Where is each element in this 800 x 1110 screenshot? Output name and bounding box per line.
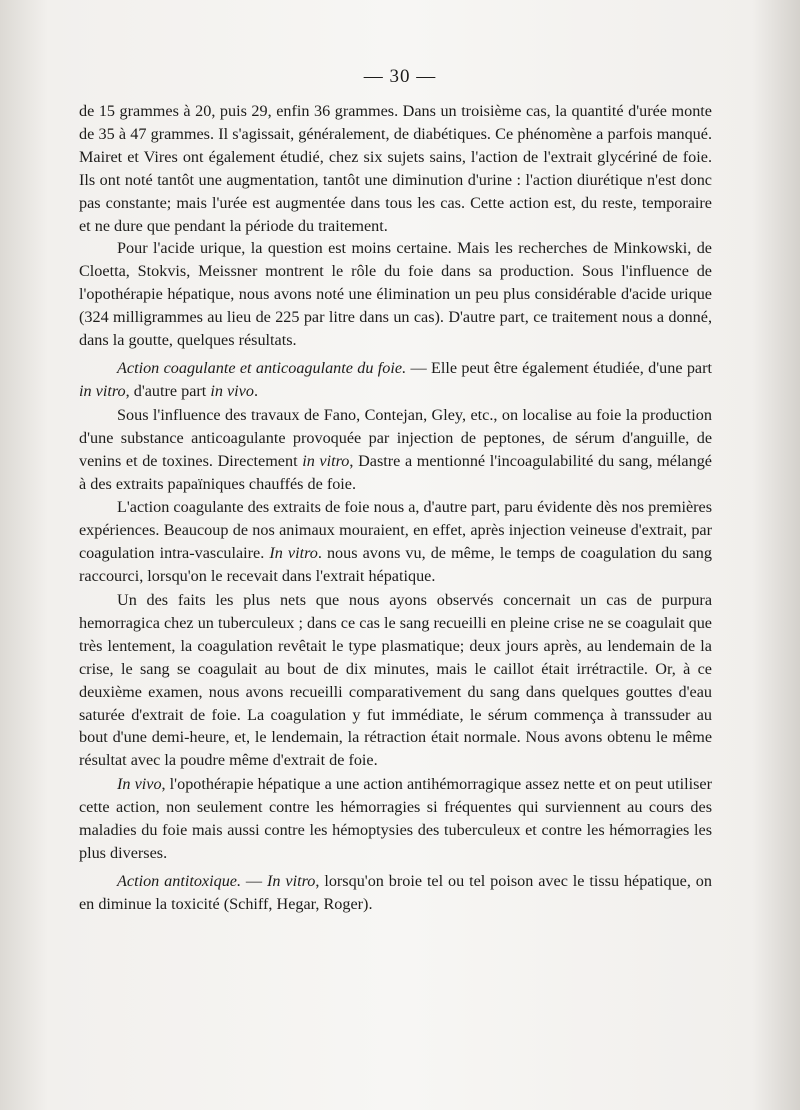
text-run: de 15 grammes à 20, puis 29, enfin 36 grammes. Dans un troisième cas, la quantité d'urée monte de 35 à 47 grammes. Il s'agissait, généralement, de diabétiques. Ce phénomène a parfois manqué. Mairet et Vires ont également étudié, chez six sujets sains, l'action de l'extrait glycériné de foie. Ils ont noté tantôt une augmentation, tantôt une diminution d'urine : l'action diurétique n'est donc pas constante; mais l'urée est augmentée dans tous les cas. Cette action est, du reste, temporaire et ne dure que pendant la période du traitement. [79,102,712,235]
body-text [79,100,712,916]
paragraph [79,773,712,865]
paragraph [79,589,712,772]
paragraph [79,496,712,588]
page-number: — 30 — [363,66,437,87]
italic-text: In vivo [117,775,162,794]
text-run: L'action coagulante des extraits de foie nous a, d'autre part, paru évidente dès nos premières expériences. Beaucoup de nos animaux mouraient, en effet, après injection veineuse d'extrait, par coagulation intra-vasculaire. [79,498,712,563]
paragraph [79,100,712,237]
italic-text: In vitro [267,871,316,890]
italic-heading: Action coagulante et anticoagulante du foie. [117,358,407,377]
paragraph [79,870,712,916]
paragraph [79,404,712,496]
text-run: Sous l'influence des travaux de Fano, Contejan, Gley, etc., on localise au foie la production d'une substance anticoagulante provoquée par injection de peptones, de sérum d'anguille, de venins et de toxines. Directement [79,405,712,470]
italic-text: in vitro [79,381,126,400]
paragraph [79,357,712,403]
text-run: . [253,381,258,400]
text-run: , lorsqu'on broie tel ou tel poison avec le tissu hépatique, on en diminue la toxicité (Schiff, Hegar, Roger). [79,871,712,913]
text-run: Un des faits les plus nets que nous ayons observés concernait un cas de purpura hemorragica chez un tuberculeux ; dans ce cas le sang recueilli en pleine crise ne se coagulait que très lentement, la coagulation revêtait le type plasmatique; deux jours après, au lendemain de la crise, le sang se coagulait au bout de dix minutes, mais le caillot était irrétractile. Or, à ce deuxième examen, nous avons recueilli comparativement du sang dans quelques gouttes d'eau saturée d'extrait de foie. La coagulation y fut immédiate, le sérum commença à transsuder au bout d'une demi-heure, et, le lendemain, la rétraction était normale. Nous avons obtenu le même résultat avec la poudre même d'extrait de foie. [79,591,712,770]
paragraph [79,237,712,352]
text-run: , d'autre part [125,381,211,400]
text-run: — [241,871,268,890]
text-run: . nous avons vu, de même, le temps de coagulation du sang raccourci, lorsqu'on le recevait dans l'extrait hépatique. [79,544,712,586]
italic-text: in vivo [210,381,254,400]
text-run: Pour l'acide urique, la question est moins certaine. Mais les recherches de Minkowski, de Cloetta, Stokvis, Meissner montrent le rôle du foie dans sa production. Sous l'influence de l'opothérapie hépatique, nous avons noté une élimination un peu plus considérable d'acide urique (324 milligrammes au lieu de 225 par litre dans un cas). D'autre part, ce traitement nous a donné, dans la goutte, quelques résultats. [79,239,712,350]
italic-text: In vitro [269,544,318,563]
text-run: , l'opothérapie hépatique a une action antihémorragique assez nette et on peut utiliser cette action, non seulement contre les hémorragies si fréquentes qui surviennent au cours des maladies du foie mais aussi contre les hémoptysies des tuberculeux et contre les hémorragies les plus diverses. [79,775,712,862]
italic-text: in vitro [302,451,350,470]
italic-heading: Action antitoxique. [117,871,242,890]
text-run: — Elle peut être également étudiée, d'une part [406,358,713,377]
text-run: , Dastre a mentionné l'incoagulabilité du sang, mélangé à des extraits papaïniques chauffés de foie. [79,451,712,493]
